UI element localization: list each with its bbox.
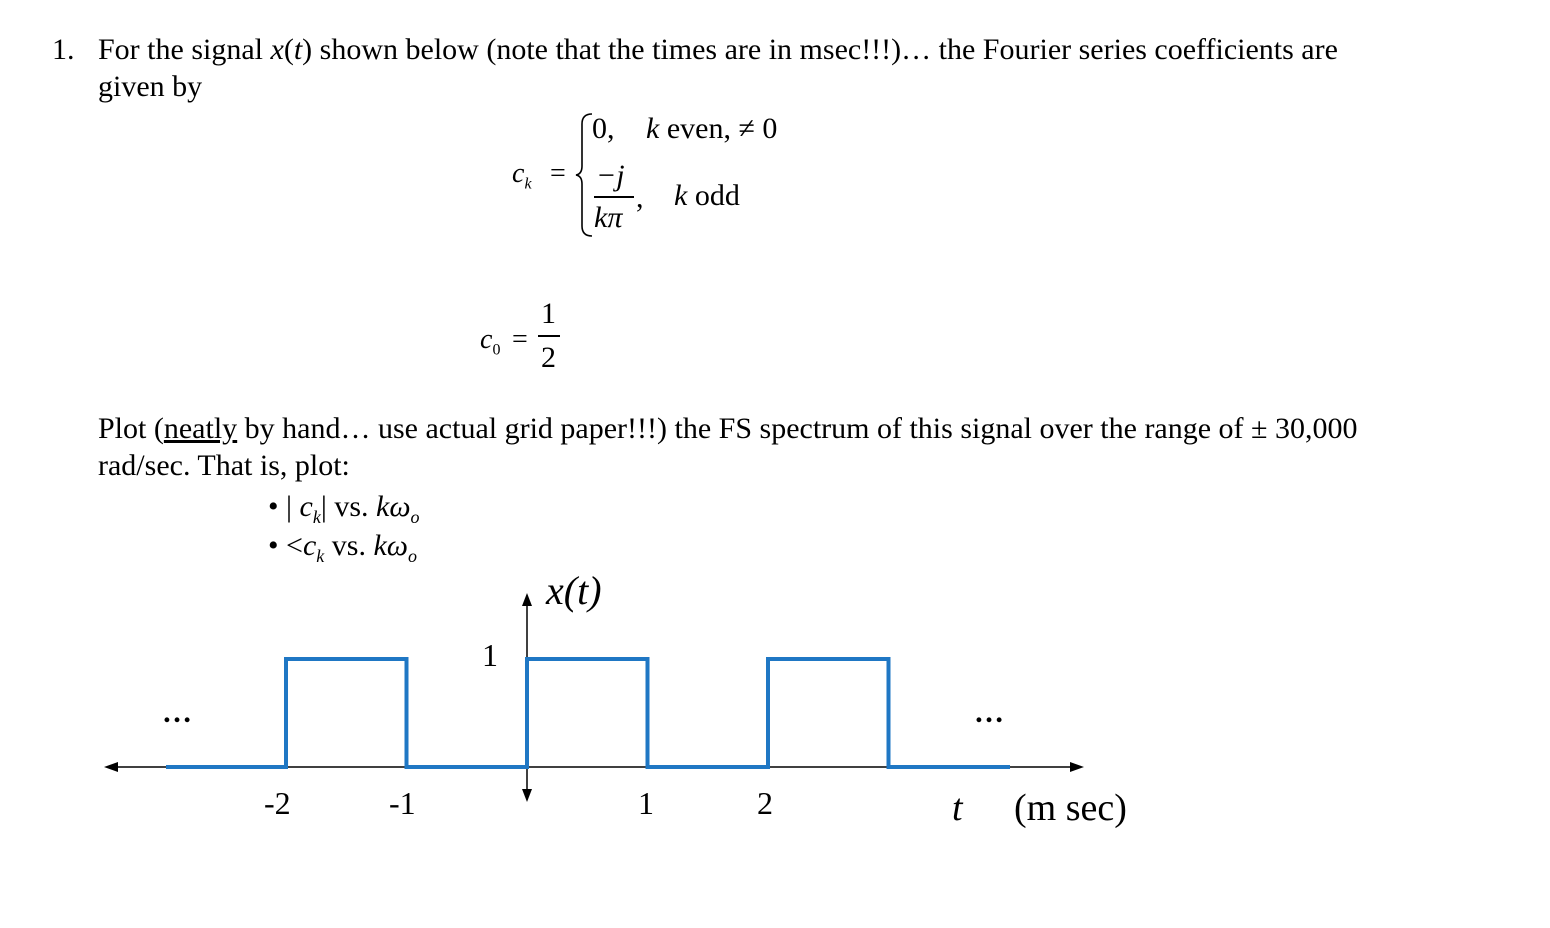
tick-label: 1 [638,785,654,821]
xlabel-var: t [952,787,963,829]
tick-label: 2 [757,785,773,821]
signal-waveform [166,659,1010,767]
c0-numerator: 1 [541,297,556,330]
case2-comma: , [636,181,644,214]
case1-condition: k even, ≠ 0 [646,112,778,145]
signal-name: x [270,33,284,66]
problem-intro [98,32,1338,68]
right-ellipsis: … [974,696,1004,729]
underlined-word: neatly [163,412,238,445]
tick-label: -2 [264,785,291,821]
signal-plot [0,560,1550,850]
case2-fraction-bar [594,196,634,198]
amplitude-axis-up-arrow [522,593,532,606]
c0-fraction-bar [538,335,560,337]
left-ellipsis: … [162,696,192,729]
bullet-dot: • [268,529,279,562]
c0-symbol: $c_0$ [480,324,501,359]
time-axis-right-arrow [1070,762,1084,772]
instructions-line2: rad/sec. That is, plot: [98,449,350,482]
xlabel-unit: (m sec) [1014,787,1127,829]
paren: ( [283,33,294,66]
case2-condition: k odd [674,179,740,212]
bullet-magnitude: • | $c_k|$ vs. $k\omega_o$ [268,490,420,527]
instructions-line1: Plot (neatly by hand… use actual grid paper!!!) the FS spectrum of this signal over the range of ± 30,000 [98,412,1358,445]
time-var: t [293,33,303,66]
c0-denominator: 2 [541,341,556,374]
problem-number: 1. [52,33,75,66]
c0-equals: = [512,324,528,355]
ylabel: x(t) [546,568,602,613]
paren: ) [302,33,313,66]
intro-text: For the signal [98,33,271,66]
case1-value: 0, [592,112,615,145]
amplitude-axis-down-arrow [522,789,532,802]
problem-intro-line2: given by [98,70,203,103]
intro-text-rest: shown below (note that the times are in msec!!!)… the Fourier series coefficients are [312,33,1338,66]
amplitude-label: 1 [482,637,498,673]
bullet-dot: • [268,490,279,523]
ck-symbol: $c_k$ [512,158,532,193]
tick-label: -1 [389,785,416,821]
case2-numerator: −j [596,159,625,192]
bullet-phase: • $<c_k$ vs. $k\omega_o$ [268,529,417,566]
ck-equals: = [550,158,566,189]
case2-denominator: kπ [594,201,623,234]
time-axis-left-arrow [104,762,118,772]
